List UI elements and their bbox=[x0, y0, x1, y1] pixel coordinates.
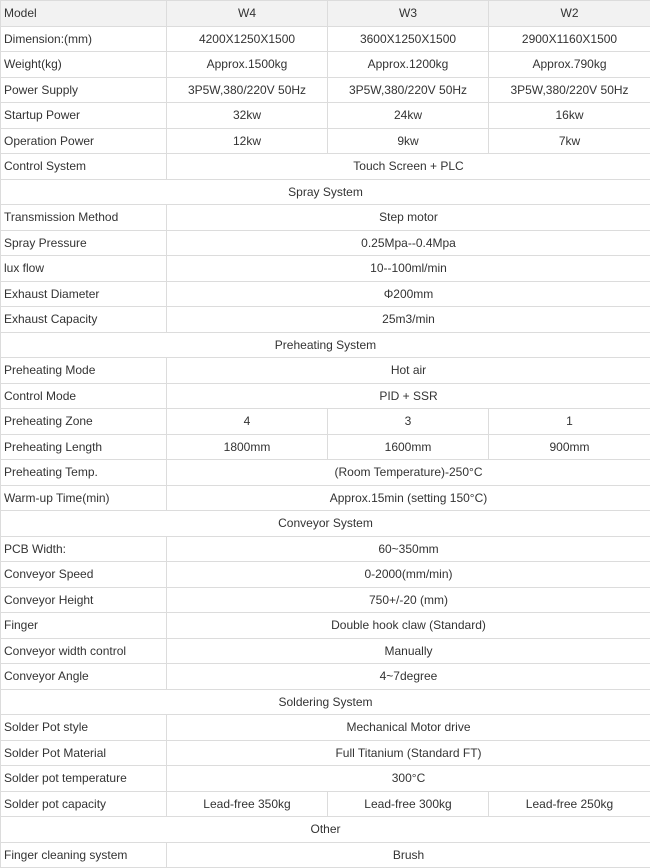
header-model-w4: W4 bbox=[167, 1, 328, 27]
cell-w2: 1 bbox=[489, 409, 650, 435]
table-row bbox=[1, 664, 650, 690]
cell-all-models: Mechanical Motor drive bbox=[167, 715, 650, 741]
cell-all-models: Step motor bbox=[167, 205, 650, 231]
row-label: Spray Pressure bbox=[1, 230, 167, 256]
cell-all-models: Manually bbox=[167, 638, 650, 664]
table-row bbox=[1, 638, 650, 664]
section-title: Other bbox=[1, 817, 650, 843]
cell-w4: 12kw bbox=[167, 128, 328, 154]
cell-w3: 1600mm bbox=[328, 434, 489, 460]
cell-w3: 3600X1250X1500 bbox=[328, 26, 489, 52]
table-row bbox=[1, 281, 650, 307]
cell-all-models: Full Titanium (Standard FT) bbox=[167, 740, 650, 766]
cell-all-models: 25m3/min bbox=[167, 307, 650, 333]
cell-w2: 7kw bbox=[489, 128, 650, 154]
section-row-preheating bbox=[1, 332, 650, 358]
section-title: Spray System bbox=[1, 179, 650, 205]
cell-all-models: 0-2000(mm/min) bbox=[167, 562, 650, 588]
row-label: Conveyor Height bbox=[1, 587, 167, 613]
section-row-conveyor bbox=[1, 511, 650, 537]
cell-all-models: Approx.15min (setting 150°C) bbox=[167, 485, 650, 511]
cell-all-models: 0.25Mpa--0.4Mpa bbox=[167, 230, 650, 256]
row-label: Preheating Temp. bbox=[1, 460, 167, 486]
row-label: Preheating Mode bbox=[1, 358, 167, 384]
row-label: Solder Pot Material bbox=[1, 740, 167, 766]
table-row bbox=[1, 154, 650, 180]
table-row bbox=[1, 256, 650, 282]
section-title: Preheating System bbox=[1, 332, 650, 358]
cell-w4: 32kw bbox=[167, 103, 328, 129]
cell-w2: Lead-free 250kg bbox=[489, 791, 650, 817]
cell-w4: 4 bbox=[167, 409, 328, 435]
table-row bbox=[1, 358, 650, 384]
cell-w3: 24kw bbox=[328, 103, 489, 129]
row-label: Solder Pot style bbox=[1, 715, 167, 741]
table-row bbox=[1, 613, 650, 639]
table-row bbox=[1, 26, 650, 52]
cell-all-models: PID + SSR bbox=[167, 383, 650, 409]
row-label: Control Mode bbox=[1, 383, 167, 409]
cell-w2: Approx.790kg bbox=[489, 52, 650, 78]
table-row bbox=[1, 230, 650, 256]
row-label: Conveyor Speed bbox=[1, 562, 167, 588]
table-row bbox=[1, 562, 650, 588]
cell-all-models: Hot air bbox=[167, 358, 650, 384]
row-label: Preheating Length bbox=[1, 434, 167, 460]
row-label: Operation Power bbox=[1, 128, 167, 154]
cell-all-models: 10--100ml/min bbox=[167, 256, 650, 282]
cell-w3: 3P5W,380/220V 50Hz bbox=[328, 77, 489, 103]
row-label: Startup Power bbox=[1, 103, 167, 129]
section-row-other bbox=[1, 817, 650, 843]
row-label: lux flow bbox=[1, 256, 167, 282]
row-label: Solder pot temperature bbox=[1, 766, 167, 792]
row-label: PCB Width: bbox=[1, 536, 167, 562]
row-label: Conveyor width control bbox=[1, 638, 167, 664]
cell-w4: Approx.1500kg bbox=[167, 52, 328, 78]
cell-w4: 3P5W,380/220V 50Hz bbox=[167, 77, 328, 103]
cell-all-models: Double hook claw (Standard) bbox=[167, 613, 650, 639]
table-row bbox=[1, 128, 650, 154]
table-row bbox=[1, 307, 650, 333]
table-row bbox=[1, 791, 650, 817]
row-label: Dimension:(mm) bbox=[1, 26, 167, 52]
section-title: Soldering System bbox=[1, 689, 650, 715]
row-label: Conveyor Angle bbox=[1, 664, 167, 690]
cell-all-models: (Room Temperature)-250°C bbox=[167, 460, 650, 486]
header-model-label: Model bbox=[1, 1, 167, 27]
cell-all-models: Brush bbox=[167, 842, 650, 868]
row-label: Exhaust Capacity bbox=[1, 307, 167, 333]
table-row bbox=[1, 740, 650, 766]
table-row bbox=[1, 205, 650, 231]
cell-all-models: 750+/-20 (mm) bbox=[167, 587, 650, 613]
table-row bbox=[1, 77, 650, 103]
table-header-row bbox=[1, 1, 650, 27]
table-row bbox=[1, 842, 650, 868]
row-label: Weight(kg) bbox=[1, 52, 167, 78]
table-row bbox=[1, 587, 650, 613]
cell-all-models: 4~7degree bbox=[167, 664, 650, 690]
row-label: Warm-up Time(min) bbox=[1, 485, 167, 511]
cell-w2: 2900X1160X1500 bbox=[489, 26, 650, 52]
row-label: Control System bbox=[1, 154, 167, 180]
cell-w3: Approx.1200kg bbox=[328, 52, 489, 78]
section-row-spray bbox=[1, 179, 650, 205]
section-row-soldering bbox=[1, 689, 650, 715]
table-row bbox=[1, 52, 650, 78]
cell-all-models: 300°C bbox=[167, 766, 650, 792]
cell-all-models: 60~350mm bbox=[167, 536, 650, 562]
cell-w2: 16kw bbox=[489, 103, 650, 129]
cell-all-models: Φ200mm bbox=[167, 281, 650, 307]
table-row bbox=[1, 383, 650, 409]
row-label: Finger bbox=[1, 613, 167, 639]
row-label: Solder pot capacity bbox=[1, 791, 167, 817]
header-model-w3: W3 bbox=[328, 1, 489, 27]
cell-w4: 4200X1250X1500 bbox=[167, 26, 328, 52]
table-row bbox=[1, 460, 650, 486]
cell-w2: 3P5W,380/220V 50Hz bbox=[489, 77, 650, 103]
cell-w2: 900mm bbox=[489, 434, 650, 460]
table-row bbox=[1, 485, 650, 511]
cell-w3: 3 bbox=[328, 409, 489, 435]
cell-w3: 9kw bbox=[328, 128, 489, 154]
row-label: Power Supply bbox=[1, 77, 167, 103]
row-label: Transmission Method bbox=[1, 205, 167, 231]
cell-w4: Lead-free 350kg bbox=[167, 791, 328, 817]
row-label: Exhaust Diameter bbox=[1, 281, 167, 307]
table-row bbox=[1, 715, 650, 741]
table-row bbox=[1, 766, 650, 792]
section-title: Conveyor System bbox=[1, 511, 650, 537]
table-row bbox=[1, 536, 650, 562]
table-row bbox=[1, 409, 650, 435]
table-row bbox=[1, 103, 650, 129]
row-label: Preheating Zone bbox=[1, 409, 167, 435]
table-row bbox=[1, 434, 650, 460]
cell-w3: Lead-free 300kg bbox=[328, 791, 489, 817]
header-model-w2: W2 bbox=[489, 1, 650, 27]
cell-w4: 1800mm bbox=[167, 434, 328, 460]
row-label: Finger cleaning system bbox=[1, 842, 167, 868]
cell-all-models: Touch Screen + PLC bbox=[167, 154, 650, 180]
